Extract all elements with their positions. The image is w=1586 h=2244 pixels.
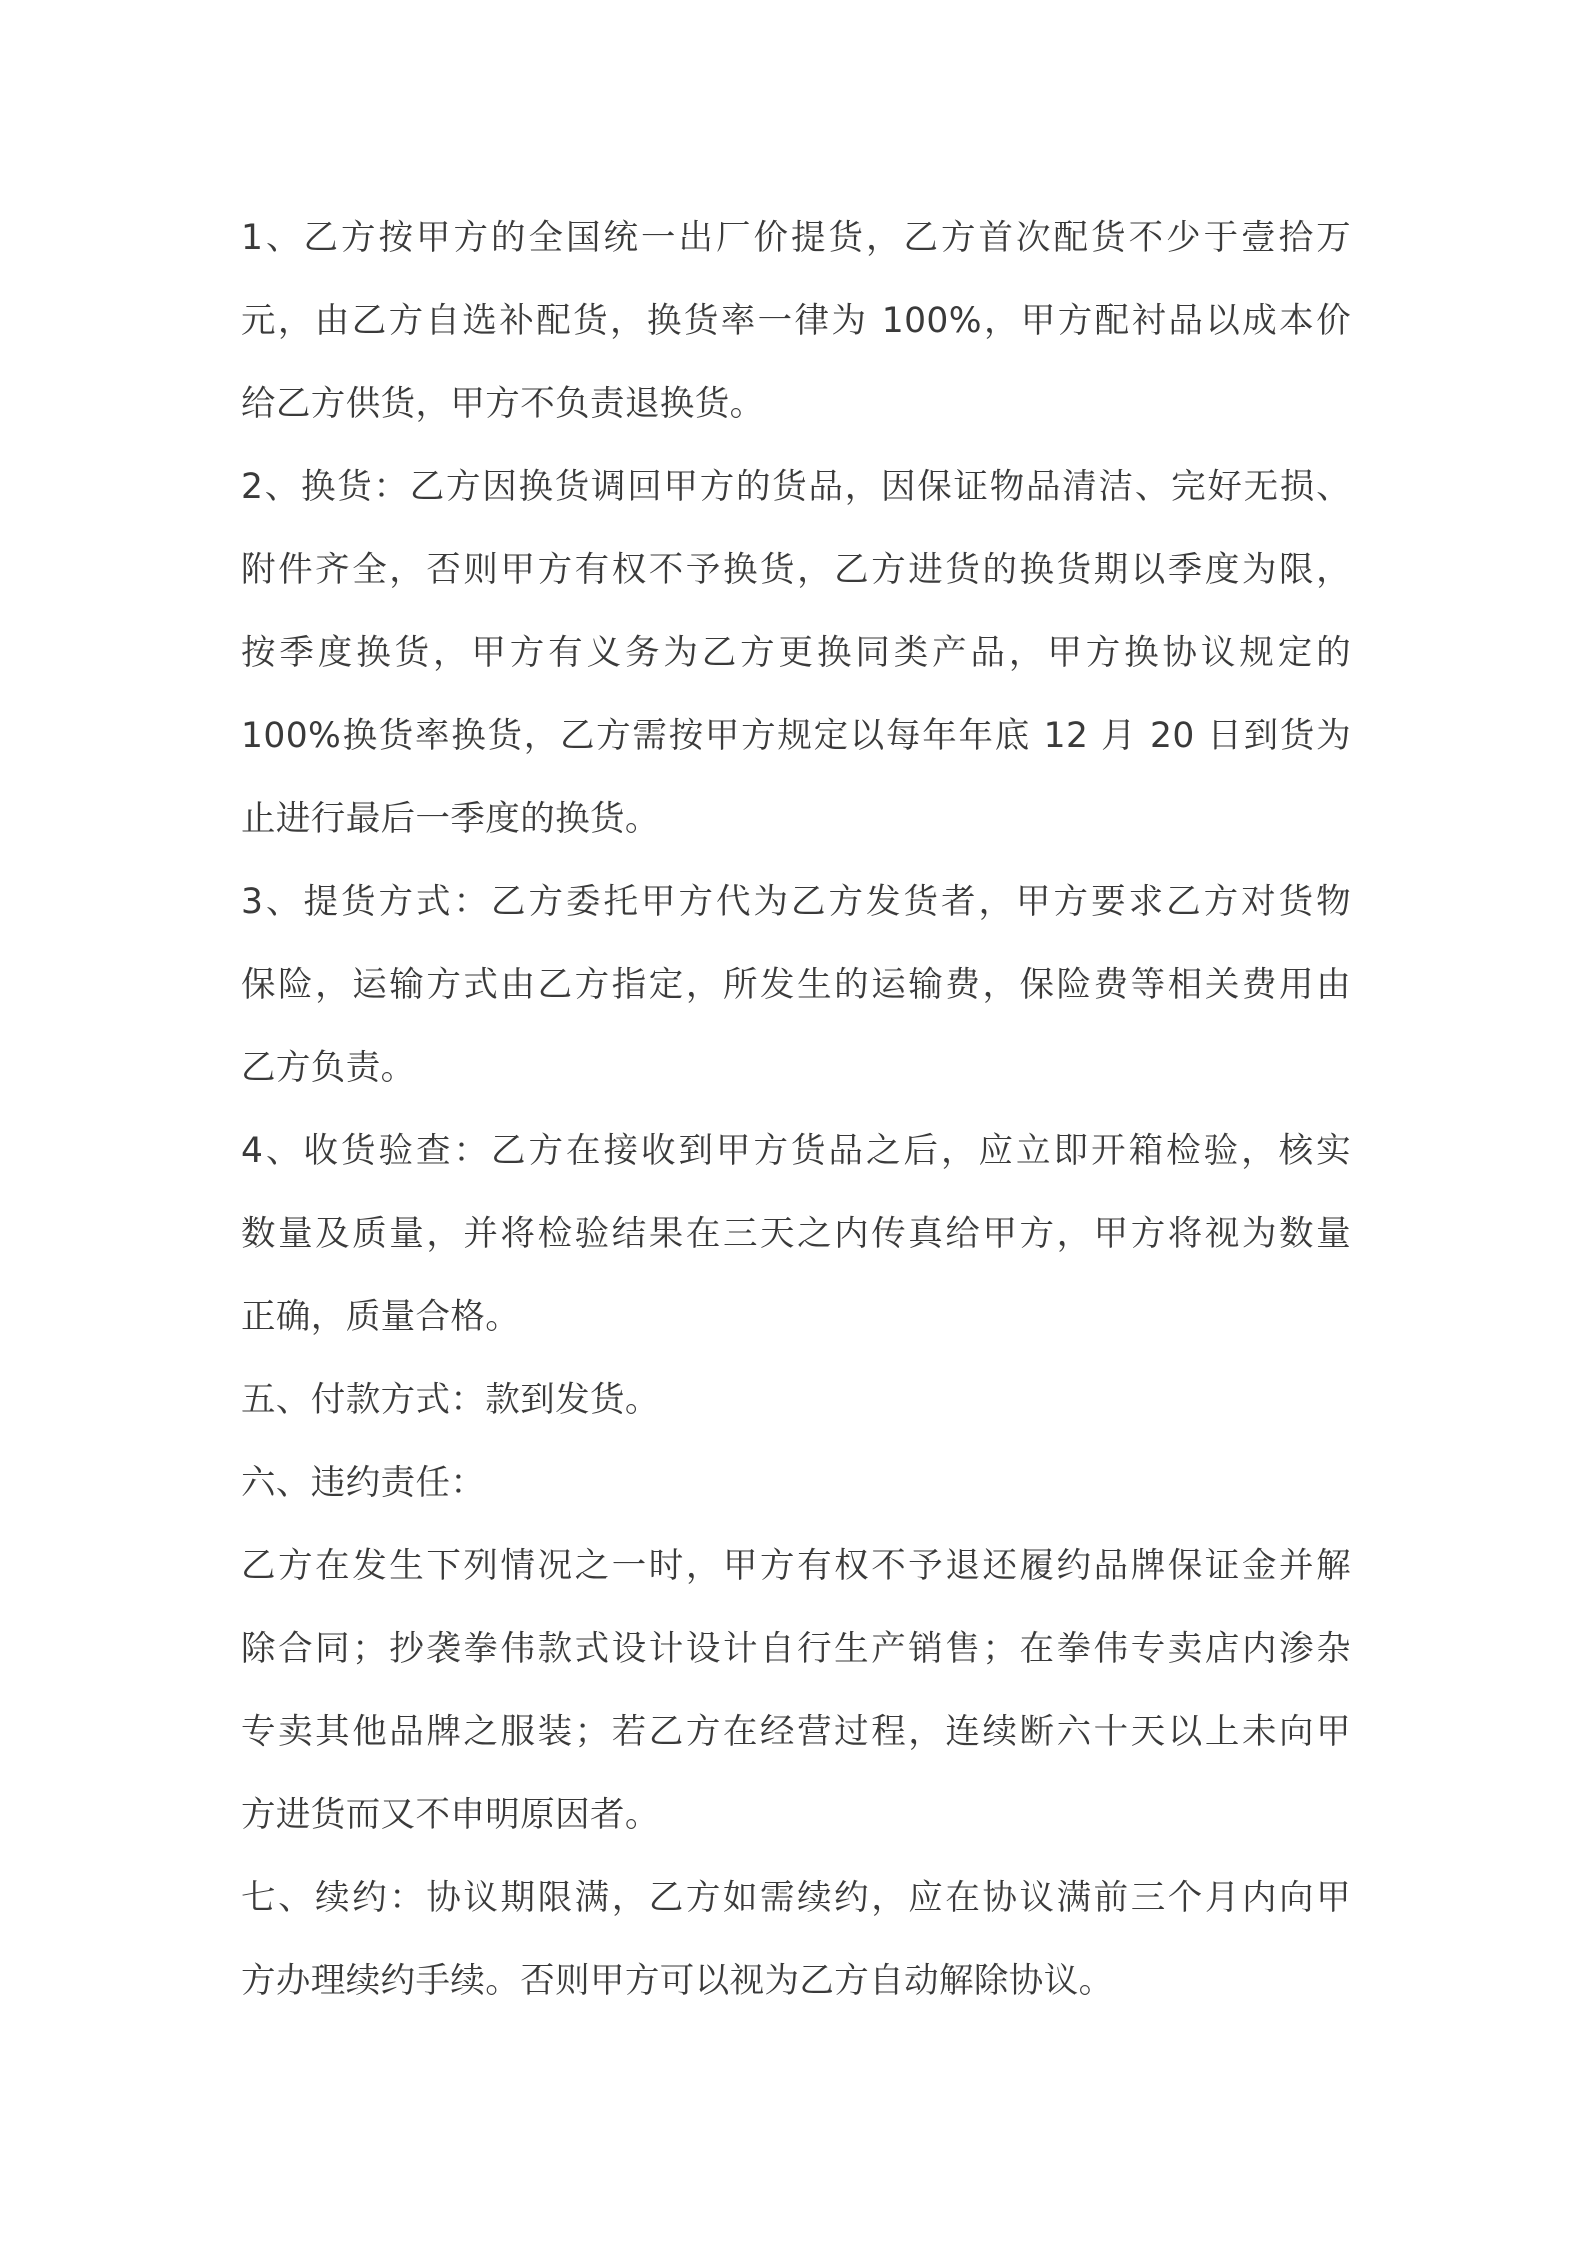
paragraph-1: [241, 197, 1351, 446]
text-line: 乙方在发生下列情况之一时，甲方有权不予退还履约品牌保证金并解: [241, 1546, 1351, 1586]
text-line: 100%换货率换货，乙方需按甲方规定以每年年底 12 月 20 日到货为: [241, 716, 1351, 756]
text-line: 乙方负责。: [241, 1048, 416, 1088]
text-line: 除合同；抄袭拳伟款式设计设计自行生产销售；在拳伟专卖店内渗杂: [241, 1629, 1351, 1669]
paragraph-6: [241, 1442, 1351, 1525]
text-line: 专卖其他品牌之服装；若乙方在经营过程，连续断六十天以上未向甲: [241, 1712, 1351, 1752]
paragraph-8: [241, 1857, 1351, 2023]
paragraph-4: [241, 1110, 1351, 1359]
text-line: 五、付款方式：款到发货。: [241, 1380, 660, 1420]
text-line: 3、提货方式：乙方委托甲方代为乙方发货者，甲方要求乙方对货物: [241, 882, 1351, 922]
text-line: 数量及质量，并将检验结果在三天之内传真给甲方，甲方将视为数量: [241, 1214, 1351, 1254]
text-line: 止进行最后一季度的换货。: [241, 799, 660, 839]
text-line: 1、乙方按甲方的全国统一出厂价提货，乙方首次配货不少于壹拾万: [241, 218, 1351, 258]
paragraph-5: [241, 1359, 1351, 1442]
text-line: 正确，质量合格。: [241, 1297, 521, 1337]
text-line: 六、违约责任：: [241, 1463, 486, 1503]
text-line: 按季度换货，甲方有义务为乙方更换同类产品，甲方换协议规定的: [241, 633, 1351, 673]
paragraph-7: [241, 1525, 1351, 1857]
paragraph-2: [241, 446, 1351, 861]
text-line: 方办理续约手续。否则甲方可以视为乙方自动解除协议。: [241, 1961, 1114, 2001]
text-line: 4、收货验查：乙方在接收到甲方货品之后，应立即开箱检验，核实: [241, 1131, 1351, 1171]
text-line: 2、换货：乙方因换货调回甲方的货品，因保证物品清洁、完好无损、: [241, 467, 1351, 507]
text-line: 方进货而又不申明原因者。: [241, 1795, 660, 1835]
text-line: 七、续约：协议期限满，乙方如需续约，应在协议满前三个月内向甲: [241, 1878, 1351, 1918]
document-body: [241, 197, 1351, 2023]
text-line: 保险，运输方式由乙方指定，所发生的运输费，保险费等相关费用由: [241, 965, 1351, 1005]
text-line: 元，由乙方自选补配货，换货率一律为 100%，甲方配衬品以成本价: [241, 301, 1351, 341]
text-line: 附件齐全，否则甲方有权不予换货，乙方进货的换货期以季度为限，: [241, 550, 1351, 590]
paragraph-3: [241, 861, 1351, 1110]
text-line: 给乙方供货，甲方不负责退换货。: [241, 384, 765, 424]
